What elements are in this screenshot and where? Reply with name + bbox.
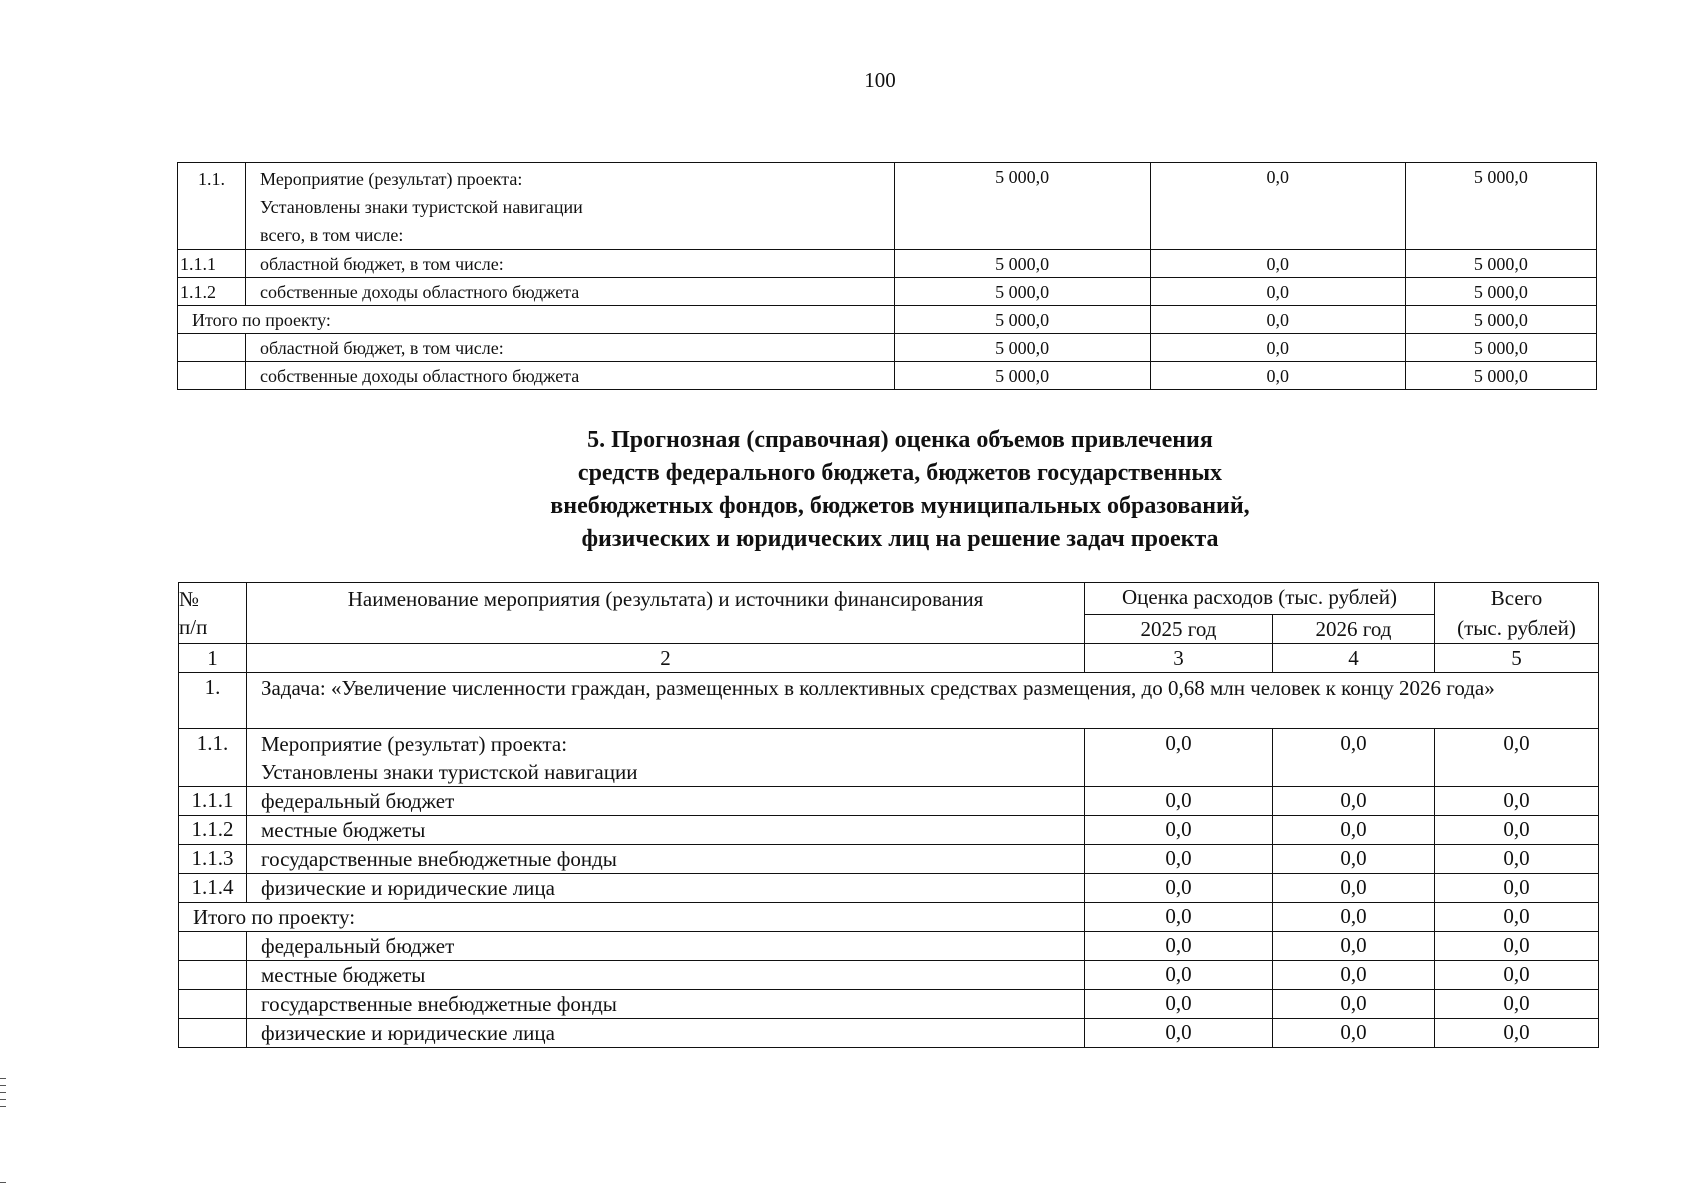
row-number: 1.1. xyxy=(179,729,247,787)
table-row xyxy=(178,250,1597,278)
empty-cell xyxy=(179,932,247,961)
row-name: собственные доходы областного бюджета xyxy=(246,278,894,306)
column-index: 2 xyxy=(247,644,1085,673)
margin-mark xyxy=(0,1085,6,1086)
table-row xyxy=(179,845,1599,874)
row-name xyxy=(246,163,894,250)
value-2025: 0,0 xyxy=(1085,961,1273,990)
value-2026: 0,0 xyxy=(1150,278,1405,306)
empty-cell xyxy=(178,362,246,390)
row-name-line: Установлены знаки туристской навигации xyxy=(260,197,583,217)
value-2026: 0,0 xyxy=(1273,1019,1435,1048)
header-row xyxy=(179,583,1599,615)
value-2026: 0,0 xyxy=(1273,845,1435,874)
value-2026: 0,0 xyxy=(1150,306,1405,334)
row-name: государственные внебюджетные фонды xyxy=(247,845,1085,874)
header-num-line: № xyxy=(179,587,200,611)
column-index: 4 xyxy=(1273,644,1435,673)
table-row xyxy=(179,1019,1599,1048)
section-title xyxy=(400,424,1400,556)
header-year-2025: 2025 год xyxy=(1085,614,1273,643)
value-total: 5 000,0 xyxy=(1405,334,1596,362)
value-total: 5 000,0 xyxy=(1405,362,1596,390)
task-row xyxy=(179,673,1599,729)
value-2025: 5 000,0 xyxy=(894,362,1150,390)
value-2025: 5 000,0 xyxy=(894,278,1150,306)
table-row xyxy=(179,816,1599,845)
row-number: 1.1.3 xyxy=(179,845,247,874)
value-2026: 0,0 xyxy=(1273,787,1435,816)
total-label: Итого по проекту: xyxy=(179,903,1085,932)
value-total: 0,0 xyxy=(1435,990,1599,1019)
task-text: Задача: «Увеличение численности граждан, размещенных в коллективных средствах размещения, до 0,68 млн человек к концу 2026 года» xyxy=(247,673,1599,729)
row-name: государственные внебюджетные фонды xyxy=(247,990,1085,1019)
value-total: 0,0 xyxy=(1435,787,1599,816)
empty-cell xyxy=(179,961,247,990)
value-total: 0,0 xyxy=(1435,932,1599,961)
header-total-line: Всего xyxy=(1490,586,1543,610)
header-year-2026: 2026 год xyxy=(1273,614,1435,643)
value-2025: 0,0 xyxy=(1085,816,1273,845)
row-name xyxy=(247,729,1085,787)
column-index-row xyxy=(179,644,1599,673)
row-name: областной бюджет, в том числе: xyxy=(246,334,894,362)
section-title-line: средств федерального бюджета, бюджетов государственных xyxy=(577,460,1223,486)
header-name: Наименование мероприятия (результата) и источники финансирования xyxy=(247,583,1085,644)
value-2026: 0,0 xyxy=(1273,816,1435,845)
value-total: 0,0 xyxy=(1435,903,1599,932)
row-name: собственные доходы областного бюджета xyxy=(246,362,894,390)
value-total: 5 000,0 xyxy=(1405,278,1596,306)
table-row xyxy=(178,362,1597,390)
table-row xyxy=(179,932,1599,961)
page-number: 100 xyxy=(864,68,896,92)
value-total: 5 000,0 xyxy=(1405,306,1596,334)
row-name: физические и юридические лица xyxy=(247,874,1085,903)
value-2025: 0,0 xyxy=(1085,729,1273,787)
value-2025: 0,0 xyxy=(1085,1019,1273,1048)
margin-mark xyxy=(0,1099,6,1100)
table-row xyxy=(179,787,1599,816)
header-total xyxy=(1435,583,1599,644)
table-row xyxy=(178,163,1597,250)
funding-table xyxy=(177,162,1597,390)
value-2026: 0,0 xyxy=(1150,362,1405,390)
total-label: Итого по проекту: xyxy=(178,306,895,334)
value-2025: 0,0 xyxy=(1085,845,1273,874)
value-2025: 0,0 xyxy=(1085,932,1273,961)
value-2025: 0,0 xyxy=(1085,874,1273,903)
total-row xyxy=(178,306,1597,334)
value-total: 0,0 xyxy=(1435,874,1599,903)
row-name-line: Установлены знаки туристской навигации xyxy=(261,760,638,784)
table-row xyxy=(178,278,1597,306)
total-row xyxy=(179,903,1599,932)
row-number: 1.1.4 xyxy=(179,874,247,903)
table-row xyxy=(179,990,1599,1019)
header-estimate: Оценка расходов (тыс. рублей) xyxy=(1085,583,1435,615)
value-2025: 0,0 xyxy=(1085,903,1273,932)
header-num xyxy=(179,583,247,644)
value-2026: 0,0 xyxy=(1273,729,1435,787)
column-index: 3 xyxy=(1085,644,1273,673)
value-2025: 5 000,0 xyxy=(894,250,1150,278)
value-2026: 0,0 xyxy=(1150,163,1405,250)
value-total: 0,0 xyxy=(1435,845,1599,874)
margin-mark xyxy=(0,1106,6,1107)
column-index: 1 xyxy=(179,644,247,673)
section-title-line: внебюджетных фондов, бюджетов муниципальных образований, xyxy=(550,493,1250,519)
value-2025: 5 000,0 xyxy=(894,163,1150,250)
row-name: физические и юридические лица xyxy=(247,1019,1085,1048)
value-2026: 0,0 xyxy=(1273,932,1435,961)
section-title-line: физических и юридических лиц на решение задач проекта xyxy=(581,526,1219,552)
row-name: областной бюджет, в том числе: xyxy=(246,250,894,278)
table-row xyxy=(179,729,1599,787)
empty-cell xyxy=(178,334,246,362)
estimate-table xyxy=(178,582,1599,1048)
row-number: 1.1.2 xyxy=(179,816,247,845)
value-2025: 5 000,0 xyxy=(894,306,1150,334)
row-name: федеральный бюджет xyxy=(247,787,1085,816)
value-total: 5 000,0 xyxy=(1405,163,1596,250)
row-number: 1.1.1 xyxy=(179,787,247,816)
row-name-line: всего, в том числе: xyxy=(260,225,404,245)
value-total: 0,0 xyxy=(1435,816,1599,845)
margin-mark xyxy=(0,1078,6,1079)
value-2026: 0,0 xyxy=(1273,874,1435,903)
value-2026: 0,0 xyxy=(1150,250,1405,278)
value-2025: 0,0 xyxy=(1085,787,1273,816)
value-total: 0,0 xyxy=(1435,1019,1599,1048)
header-num-line: п/п xyxy=(179,615,208,639)
section-title-line: 5. Прогнозная (справочная) оценка объемов привлечения xyxy=(587,427,1213,453)
value-total: 5 000,0 xyxy=(1405,250,1596,278)
row-number: 1. xyxy=(179,673,247,729)
value-2026: 0,0 xyxy=(1150,334,1405,362)
row-number: 1.1.2 xyxy=(178,278,246,306)
value-2025: 0,0 xyxy=(1085,990,1273,1019)
row-number: 1.1. xyxy=(178,163,246,250)
margin-mark xyxy=(0,1092,6,1093)
row-name: местные бюджеты xyxy=(247,816,1085,845)
value-total: 0,0 xyxy=(1435,729,1599,787)
table-row xyxy=(179,961,1599,990)
table-row xyxy=(179,874,1599,903)
value-2026: 0,0 xyxy=(1273,903,1435,932)
empty-cell xyxy=(179,1019,247,1048)
value-2026: 0,0 xyxy=(1273,990,1435,1019)
row-name-line: Мероприятие (результат) проекта: xyxy=(261,732,568,756)
table-row xyxy=(178,334,1597,362)
value-2025: 5 000,0 xyxy=(894,334,1150,362)
header-total-line: (тыс. рублей) xyxy=(1457,616,1576,640)
column-index: 5 xyxy=(1435,644,1599,673)
value-total: 0,0 xyxy=(1435,961,1599,990)
row-number: 1.1.1 xyxy=(178,250,246,278)
row-name: местные бюджеты xyxy=(247,961,1085,990)
value-2026: 0,0 xyxy=(1273,961,1435,990)
row-name-line: Мероприятие (результат) проекта: xyxy=(260,169,523,189)
empty-cell xyxy=(179,990,247,1019)
row-name: федеральный бюджет xyxy=(247,932,1085,961)
margin-mark xyxy=(0,1182,6,1183)
